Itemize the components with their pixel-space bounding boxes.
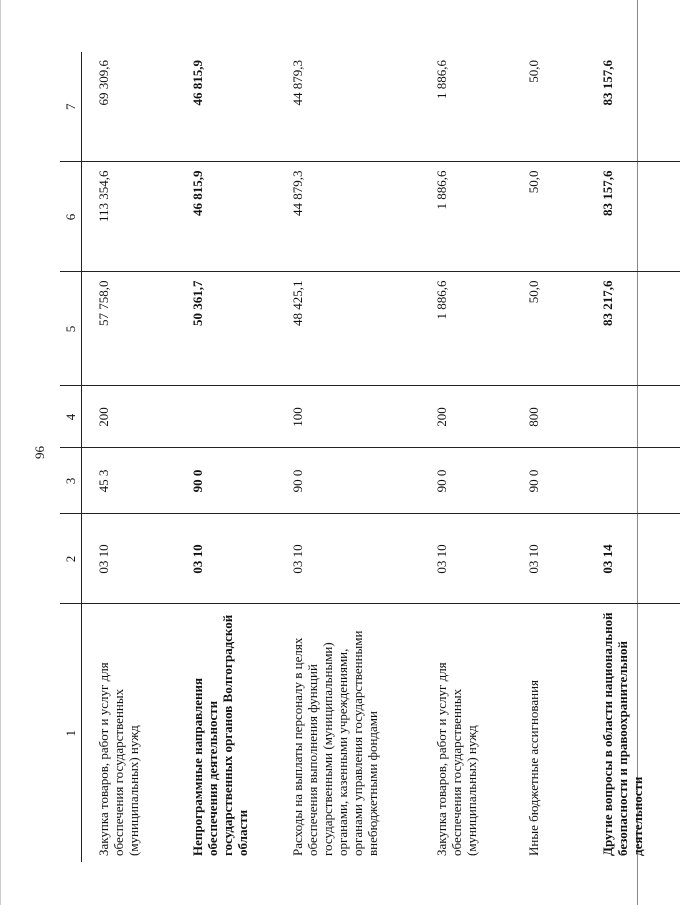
- row-value-7: 83 157,6: [586, 52, 680, 162]
- row-target: [586, 448, 680, 514]
- row-section: 03 10: [82, 514, 177, 604]
- row-name: Непрограммные направления обеспечения деятельности государственных органов Волгоградской области: [190, 614, 250, 856]
- row-value-6: 83 157,6: [586, 162, 680, 272]
- row-target: 90 0: [276, 448, 420, 514]
- page-number: [32, 0, 48, 905]
- row-expense-type: [586, 386, 680, 448]
- table-row: [420, 52, 512, 862]
- page-left-edge: [0, 0, 1, 905]
- row-value-7: 50,0: [512, 52, 586, 162]
- row-target: 45 3: [82, 448, 177, 514]
- row-section: 03 10: [176, 514, 276, 604]
- row-value-5: 83 217,6: [586, 272, 680, 386]
- col-header-2: 2: [60, 514, 82, 604]
- row-value-5: 57 758,0: [82, 272, 177, 386]
- col-header-5: 5: [60, 272, 82, 386]
- col-header-1: 1: [60, 604, 82, 862]
- rotated-table-frame: [60, 52, 645, 862]
- row-section: 03 10: [420, 514, 512, 604]
- table-row: [176, 52, 276, 862]
- row-target: 90 0: [176, 448, 276, 514]
- col-header-6: 6: [60, 162, 82, 272]
- page-number-text: 96: [32, 446, 47, 459]
- row-section: 03 14: [586, 514, 680, 604]
- row-name: Закупка товаров, работ и услуг для обеспечения государственных (муниципальных) нужд: [434, 662, 479, 856]
- row-value-7: 44 879,3: [276, 52, 420, 162]
- row-expense-type: 800: [512, 386, 586, 448]
- row-value-5: 48 425,1: [276, 272, 420, 386]
- row-name: Другие вопросы в области национальной безопасности и правоохранительной деятельности: [600, 612, 645, 856]
- row-value-7: 69 309,6: [82, 52, 177, 162]
- row-value-7: 1 886,6: [420, 52, 512, 162]
- row-value-6: 1 886,6: [420, 162, 512, 272]
- row-expense-type: 200: [420, 386, 512, 448]
- row-expense-type: [176, 386, 276, 448]
- table-row: [586, 52, 680, 862]
- row-expense-type: 100: [276, 386, 420, 448]
- table-header-row: [60, 52, 82, 862]
- row-value-7: 46 815,9: [176, 52, 276, 162]
- row-target: 90 0: [420, 448, 512, 514]
- row-target: 90 0: [512, 448, 586, 514]
- row-expense-type: 200: [82, 386, 177, 448]
- table-row: [276, 52, 420, 862]
- col-header-3: 3: [60, 448, 82, 514]
- table-row: [82, 52, 177, 862]
- row-name: Иные бюджетные ассигнования: [526, 679, 541, 856]
- row-value-6: 46 815,9: [176, 162, 276, 272]
- row-name: Расходы на выплаты персоналу в целях обеспечения выполнения функций государственными (муниципальными) органами, казенными учреждениями, органами управления государственными внебюджетными фондами: [290, 630, 380, 856]
- row-name: Закупка товаров, работ и услуг для обеспечения государственных (муниципальных) нужд: [96, 662, 141, 856]
- row-value-5: 50,0: [512, 272, 586, 386]
- row-value-6: 44 879,3: [276, 162, 420, 272]
- row-value-5: 1 886,6: [420, 272, 512, 386]
- col-header-7: 7: [60, 52, 82, 162]
- row-section: 03 10: [512, 514, 586, 604]
- row-value-5: 50 361,7: [176, 272, 276, 386]
- budget-table: [60, 52, 680, 862]
- col-header-4: 4: [60, 386, 82, 448]
- row-value-6: 50,0: [512, 162, 586, 272]
- table-row: [512, 52, 586, 862]
- row-value-6: 113 354,6: [82, 162, 177, 272]
- row-section: 03 10: [276, 514, 420, 604]
